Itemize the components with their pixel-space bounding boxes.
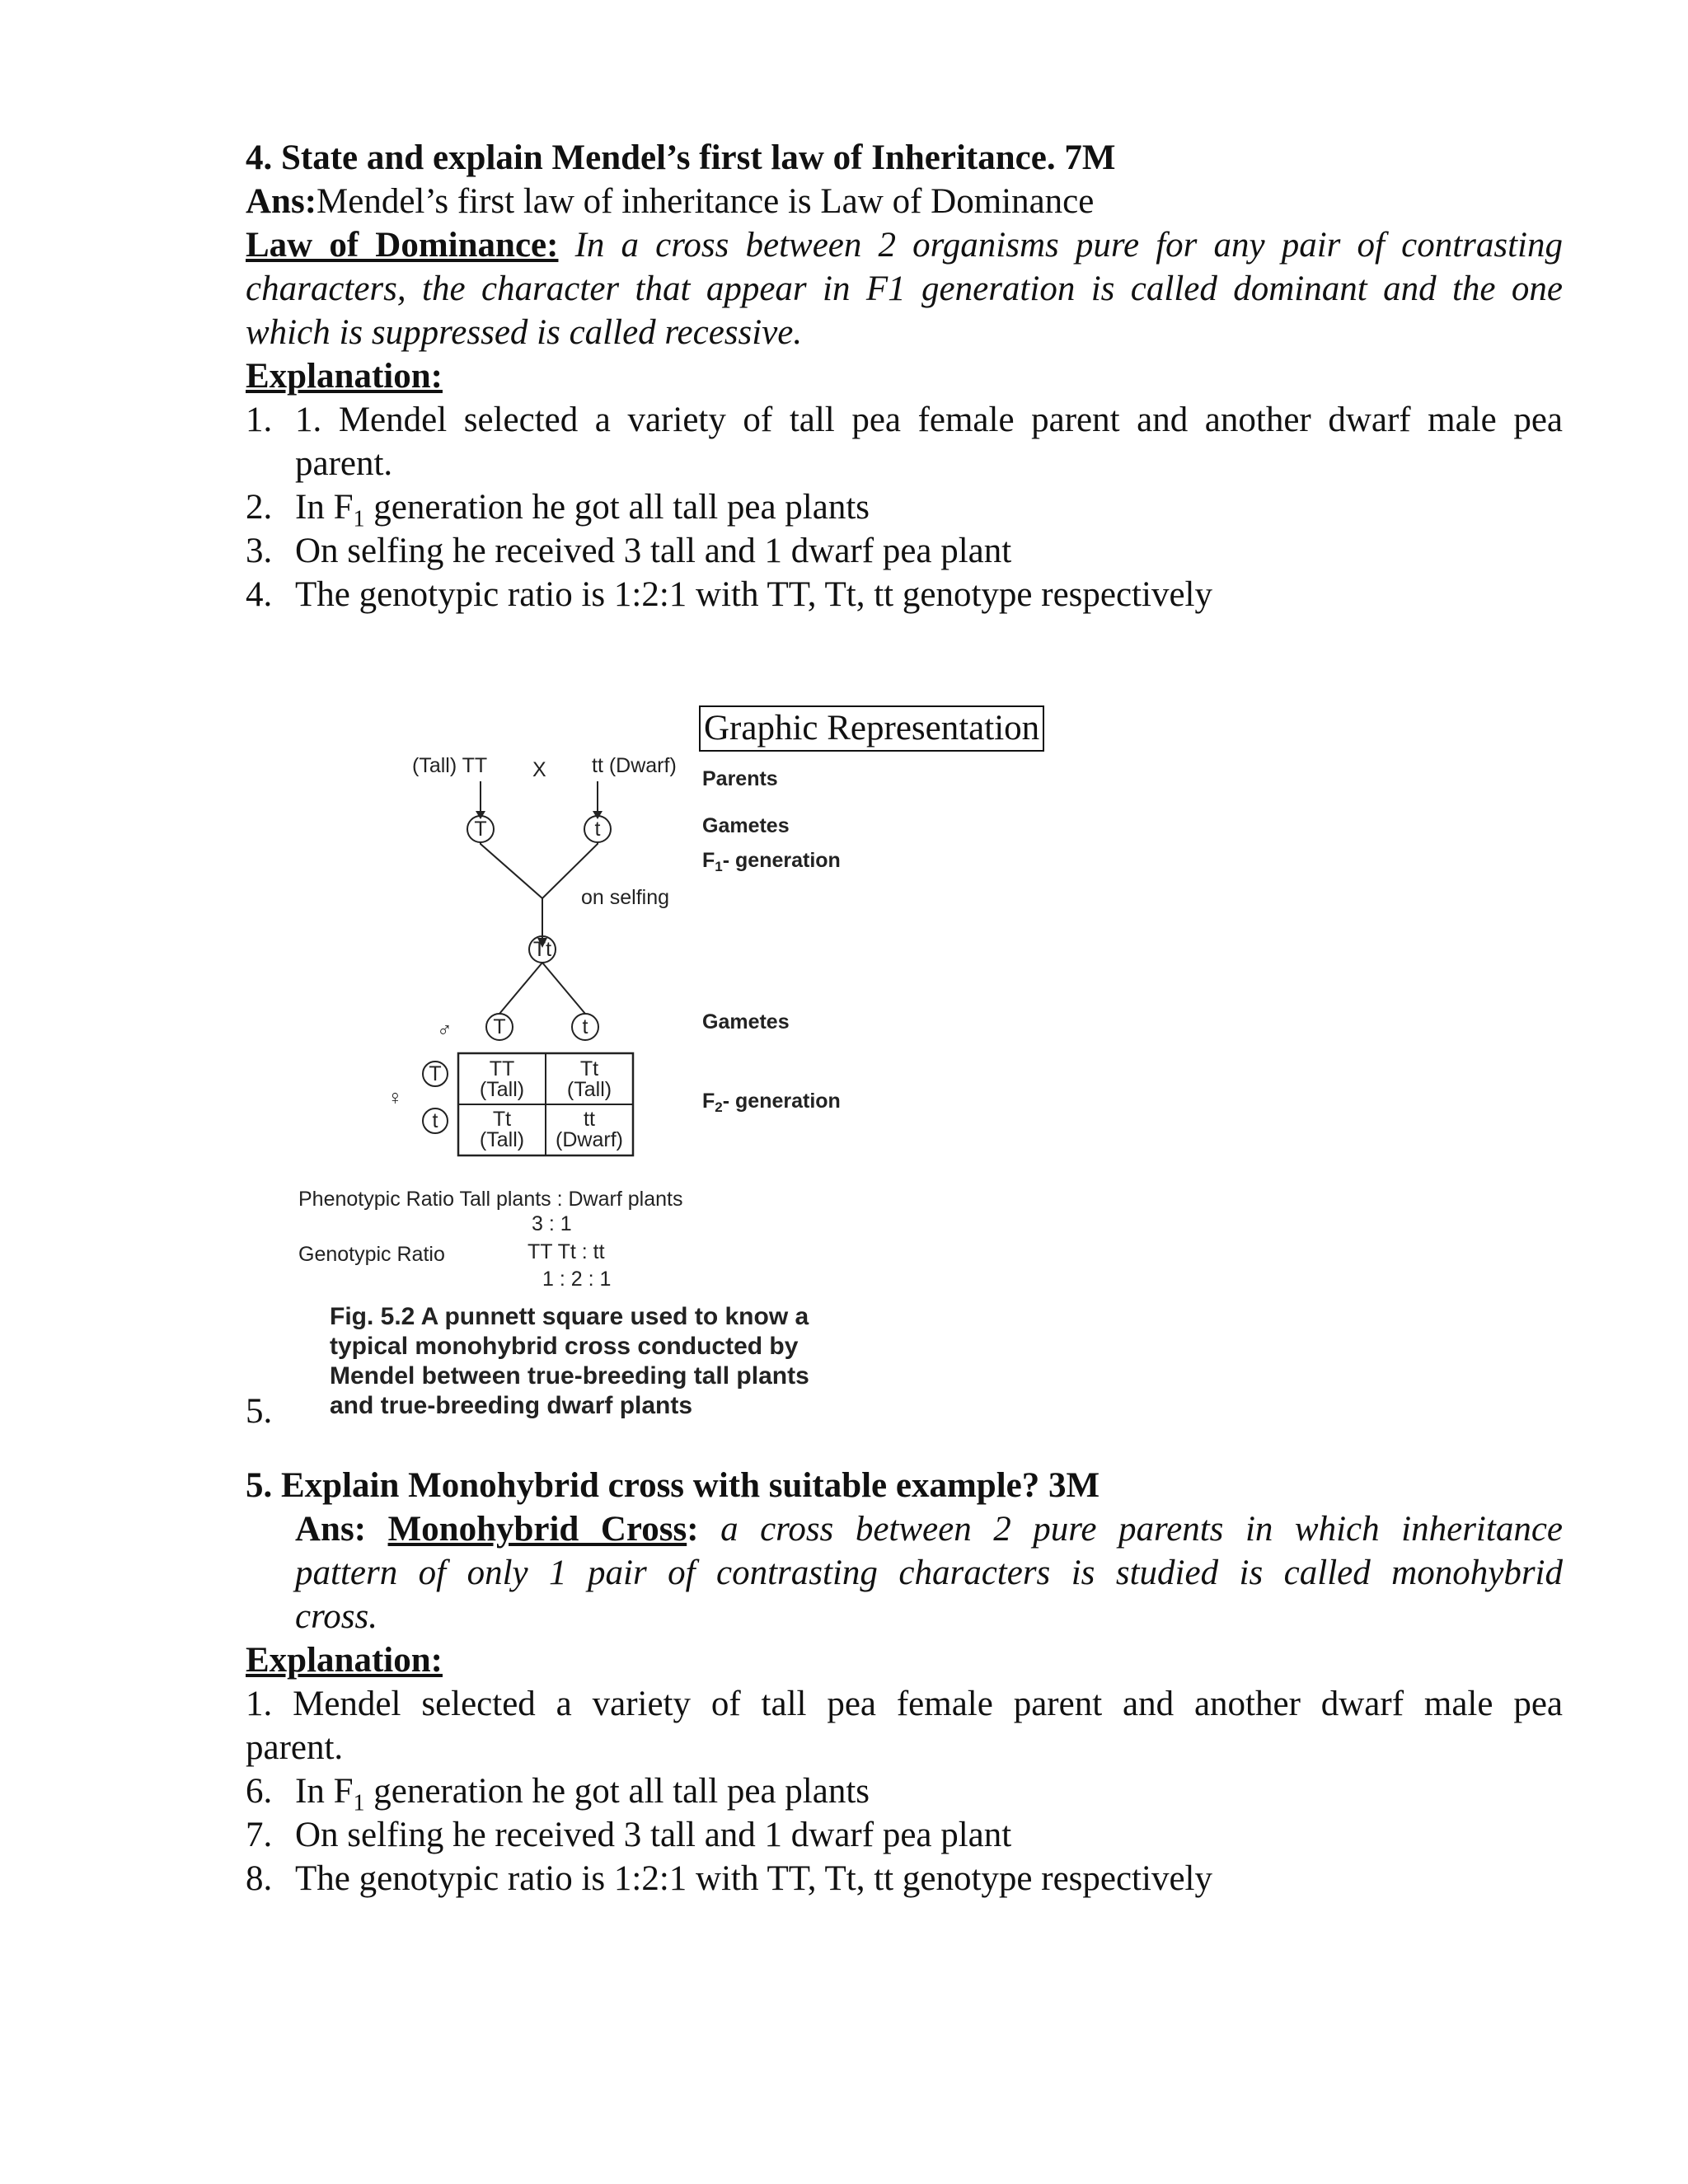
q4-item-1-line1: 1. Mendel selected a variety of tall pea female parent and another dwarf male pea <box>295 401 1563 439</box>
figure-caption <box>330 1302 907 1421</box>
cell-1-2-phenotype: (Tall) <box>566 1078 612 1101</box>
male-gamete-t: t <box>582 1015 588 1038</box>
female-symbol: ♀ <box>387 1086 403 1109</box>
gamete-T: T <box>474 818 487 841</box>
q4-item-3: 3. On selfing he received 3 tall and 1 dwarf pea plant <box>246 532 1012 570</box>
graphic-representation-box: Graphic Representation <box>699 705 1044 752</box>
genotypic-ratio-values: 1 : 2 : 1 <box>542 1268 612 1291</box>
f1-merge-lines <box>481 842 598 898</box>
cell-1-1-phenotype: (Tall) <box>479 1078 525 1101</box>
q5-item-1-line1: 1. Mendel selected a variety of tall pea female parent and another dwarf male pea <box>246 1685 1563 1723</box>
cell-2-1-genotype: Tt <box>492 1108 512 1131</box>
on-selfing-label: on selfing <box>581 886 670 909</box>
tall-parent-label: (Tall) TT <box>412 754 488 777</box>
q5-def-1: a cross between 2 pure parents in which inheritance <box>720 1510 1563 1549</box>
cell-2-2-genotype: tt <box>584 1108 595 1131</box>
q4-ans-label: Ans: <box>246 182 317 221</box>
cell-2-2-phenotype: (Dwarf) <box>556 1128 623 1151</box>
q4-law-label: Law of Dominance: <box>246 226 559 265</box>
q5-def-line-2: pattern of only 1 pair of contrasting characters is studied is called monohybrid <box>295 1554 1563 1592</box>
q4-law-text-1: In a cross between 2 organisms pure for any pair of contrasting <box>574 226 1564 265</box>
q4-item-2: 2. In $F_1$ generation he got all tall pea plants <box>246 488 870 532</box>
q4-item-4: 4. The genotypic ratio is 1:2:1 with TT, Tt, tt genotype respectively <box>246 575 1212 614</box>
cell-1-1-genotype: TT <box>489 1057 515 1080</box>
cell-2-1-phenotype: (Tall) <box>479 1128 525 1151</box>
q4-law-line-1 <box>246 223 1563 267</box>
female-gamete-T: T <box>429 1062 442 1085</box>
f1-branch-left <box>499 963 542 1014</box>
phenotypic-ratio-label: Phenotypic Ratio Tall plants : Dwarf plants <box>298 1188 683 1211</box>
q5-ans-label: Ans: <box>295 1510 367 1549</box>
gamete-t: t <box>594 818 601 841</box>
q4-answer <box>246 180 1094 223</box>
caption-line-4: and true-breeding dwarf plants <box>330 1392 693 1419</box>
genotypic-ratio-label: Genotypic Ratio <box>298 1243 445 1266</box>
q5-term: Monohybrid Cross <box>387 1510 687 1549</box>
caption-line-2: typical monohybrid cross conducted by <box>330 1333 799 1360</box>
f1-branch-right <box>542 963 585 1014</box>
stray-number: 5. <box>246 1392 273 1431</box>
q4-law-line-2: characters, the character that appear in F1 generation is called dominant and the one <box>246 269 1563 308</box>
q5-item-7: 7. On selfing he received 3 tall and 1 dwarf pea plant <box>246 1816 1012 1854</box>
q4-law-line-3: which is suppressed is called recessive. <box>246 313 803 352</box>
q5-title: 5. Explain Monohybrid cross with suitable example? 3M <box>246 1466 1100 1505</box>
dwarf-parent-label: tt (Dwarf) <box>592 754 677 777</box>
caption-fig-number: Fig. 5.2 <box>330 1303 415 1330</box>
q4-item-1-num: 1. <box>246 401 273 439</box>
q5-def-line-3: cross. <box>295 1597 377 1636</box>
label-gametes: Gametes <box>702 814 790 837</box>
label-parents: Parents <box>702 767 778 790</box>
q4-item-1 <box>246 398 1563 442</box>
q5-item-6: 6. In $F_1$ generation he got all tall pea plants <box>246 1772 870 1816</box>
female-gamete-t: t <box>432 1109 438 1132</box>
male-symbol: ♂ <box>437 1019 452 1042</box>
phenotypic-ratio-values: 3 : 1 <box>532 1212 572 1235</box>
male-gamete-T: T <box>493 1015 506 1038</box>
q4-ans-text: Mendel’s first law of inheritance is Law of Dominance <box>316 182 1095 221</box>
genotypic-ratio-types: TT Tt : tt <box>528 1240 605 1263</box>
label-f2-generation: $F_2-$ generation <box>702 1090 841 1115</box>
q5-explanation-heading: Explanation: <box>246 1641 443 1680</box>
q5-item-8: 8. The genotypic ratio is 1:2:1 with TT, Tt, tt genotype respectively <box>246 1859 1212 1898</box>
caption-line-1: Fig. 5.2 A punnett square used to know a <box>330 1303 809 1330</box>
f1-genotype: Tt <box>532 938 552 961</box>
q4-title: 4. State and explain Mendel’s first law of Inheritance. 7M <box>246 138 1116 177</box>
q4-explanation-heading: Explanation: <box>246 357 443 396</box>
q5-def-line-1: Ans: Monohybrid Cross: a cross between 2 pure parents in which inheritance <box>295 1510 1563 1549</box>
q5-item-1-line2: parent. <box>246 1728 344 1767</box>
caption-line-3: Mendel between true-breeding tall plants <box>330 1362 809 1390</box>
label-gametes-2: Gametes <box>702 1010 790 1033</box>
cell-1-2-genotype: Tt <box>579 1057 599 1080</box>
label-f1-generation: $F_1-$ generation <box>702 849 841 874</box>
q4-item-1-line2: parent. <box>295 444 393 483</box>
cross-symbol: X <box>532 758 546 781</box>
